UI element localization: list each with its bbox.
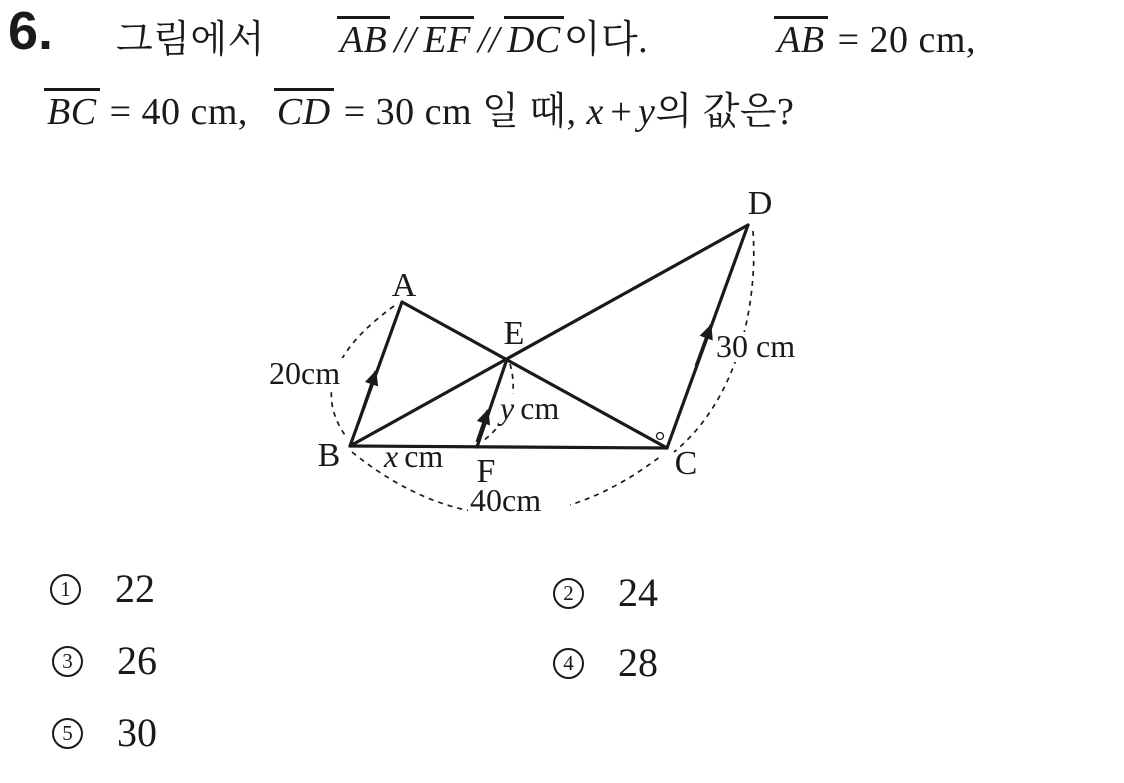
measure-var-x: x [384,438,399,474]
vertex-label-D: D [747,185,773,222]
measure-unit-y: cm [520,390,560,426]
text-segment: // [477,19,500,61]
text-segment: AB [774,16,827,60]
vertex-label-A: A [391,267,417,304]
choice-2-value: 24 [618,570,658,615]
choice-3-value: 26 [117,638,157,683]
choice-3-mark: 3 [52,646,83,677]
measure-label-xcm [383,438,443,474]
text-segment: 그림에서 [116,19,265,61]
choice-5-mark: 5 [52,718,83,749]
angle-mark-icon [657,433,664,440]
text-segment: 일 때, [472,91,587,133]
vertex-label-B: B [317,437,341,474]
measure-label-40cm: 40cm [470,482,542,518]
text-segment: 이다. [563,19,649,61]
choice-3[interactable] [52,638,157,684]
text-segment: = 30 cm [333,91,473,133]
choice-4[interactable] [553,640,658,686]
text-segment: DC [504,16,564,60]
text-segment: CD [274,88,334,132]
measure-label-ycm [497,390,559,426]
question-number: 6. [8,1,54,61]
measure-label-30cm: 30 cm [716,328,796,364]
choice-4-mark: 4 [553,648,584,679]
measure-var-y: y [500,390,515,426]
text-segment: EF [420,16,473,60]
vertex-label-C: C [674,445,698,482]
text-segment: 의 값은? [655,91,795,133]
measure-label-20cm: 20cm [269,355,341,391]
choice-2-mark: 2 [553,578,584,609]
choice-5[interactable] [52,710,157,756]
vertex-label-E: E [503,315,525,352]
choice-1[interactable] [50,566,155,612]
text-segment: + [607,91,635,133]
choice-4-value: 28 [618,640,658,685]
choice-2[interactable] [553,570,658,616]
text-segment: BC [44,88,100,132]
measure-unit-x: cm [404,438,444,474]
text-segment: AB [337,16,390,60]
vertex-label-F: F [476,453,496,490]
text-segment: = 40 cm, [99,91,248,133]
choice-1-mark: 1 [50,574,81,605]
text-segment: // [394,19,417,61]
choice-5-value: 30 [117,710,157,755]
text-segment: y [638,91,656,133]
choice-1-value: 22 [115,566,155,611]
arrow-CD-icon [696,325,711,366]
text-segment: x [586,91,604,133]
segment-AC [402,302,667,448]
text-segment: = 20 cm, [827,19,976,61]
